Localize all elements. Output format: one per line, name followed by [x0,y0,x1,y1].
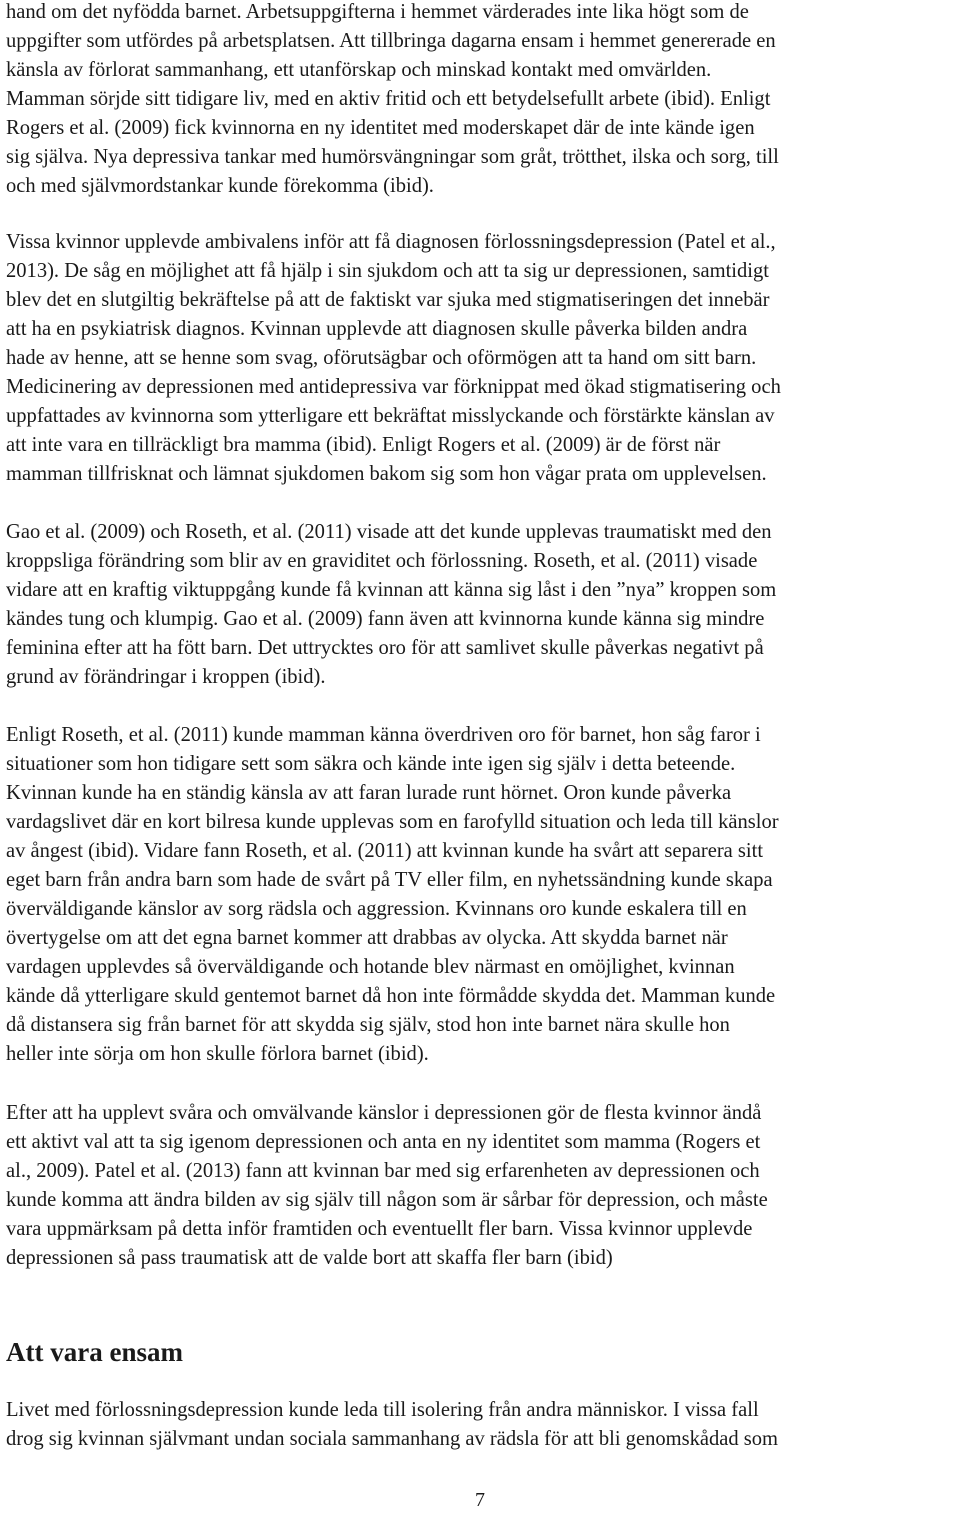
text-line: grund av förändringar i kroppen (ibid). [6,666,326,688]
text-line: depressionen så pass traumatisk att de valde bort att skaffa fler barn (ibid) [6,1247,613,1269]
text-line: heller inte sörja om hon skulle förlora barnet (ibid). [6,1043,429,1065]
text-line: blev det en slutgiltig bekräftelse på att de faktiskt var sjuka med stigmatiseringen det innebär [6,289,770,311]
text-line: vardagslivet där en kort bilresa kunde upplevas som en farofylld situation och leda till känslor [6,811,779,833]
text-line: Kvinnan kunde ha en ständig känsla av att faran lurade runt hörnet. Oron kunde påverka [6,782,732,804]
text-line: Livet med förlossningsdepression kunde leda till isolering från andra människor. I vissa fall [6,1399,759,1421]
text-line: kunde komma att ändra bilden av sig själv till någon som är sårbar för depression, och måste [6,1189,768,1211]
text-line: vara uppmärksam på detta inför framtiden och eventuellt fler barn. Vissa kvinnor upplevde [6,1218,753,1240]
text-line: Enligt Roseth, et al. (2011) kunde mamman känna överdriven oro för barnet, hon såg faror i [6,724,761,746]
text-line: eget barn från andra barn som hade de svårt på TV eller film, en nyhetssändning kunde skapa [6,869,773,891]
text-line: kroppsliga förändring som blir av en graviditet och förlossning. Roseth, et al. (2011) visade [6,550,758,572]
text-line: Efter att ha upplevt svåra och omvälvande känslor i depressionen gör de flesta kvinnor ändå [6,1102,762,1124]
text-line: Gao et al. (2009) och Roseth, et al. (2011) visade att det kunde upplevas traumatiskt med den [6,521,772,543]
paragraph-2 [6,228,956,489]
text-line: Vissa kvinnor upplevde ambivalens inför att få diagnosen förlossningsdepression (Patel et al., [6,231,776,253]
text-line: Medicinering av depressionen med antidepressiva var förknippat med ökad stigmatisering och [6,376,781,398]
paragraph-5 [6,1099,956,1273]
section-heading: Att vara ensam [6,1337,183,1367]
paragraph-4 [6,721,956,1069]
text-line: kändes tung och klumpig. Gao et al. (2009) fann även att kvinnorna kunde känna sig mindre [6,608,765,630]
text-line: hand om det nyfödda barnet. Arbetsuppgifterna i hemmet värderades inte lika högt som de [6,1,749,23]
paragraph-1 [6,0,956,201]
text-line: hade av henne, att se henne som svag, oförutsägbar och oförmögen att ta hand om sitt barn. [6,347,757,369]
text-line: då distansera sig från barnet för att skydda sig själv, stod hon inte barnet nära skulle hon [6,1014,730,1036]
text-line: vardagen upplevdes så överväldigande och hotande blev närmast en omöjlighet, kvinnan [6,956,735,978]
text-line: mamman tillfrisknat och lämnat sjukdomen bakom sig som hon vågar prata om upplevelsen. [6,463,767,485]
text-line: uppfattades av kvinnorna som ytterligare ett bekräftat misslyckande och förstärkte känslan av [6,405,775,427]
text-line: överväldigande känslor av sorg rädsla och aggression. Kvinnans oro kunde eskalera till en [6,898,747,920]
text-line: al., 2009). Patel et al. (2013) fann att kvinnan bar med sig erfarenheten av depressionen och [6,1160,760,1182]
page-number: 7 [475,1489,485,1511]
text-line: uppgifter som utfördes på arbetsplatsen. Att tillbringa dagarna ensam i hemmet genererade en [6,30,776,52]
text-line: känsla av förlorat sammanhang, ett utanförskap och minskad kontakt med omvärlden. [6,59,712,81]
paragraph-6 [6,1396,956,1454]
text-line: att inte vara en tillräckligt bra mamma (ibid). Enligt Rogers et al. (2009) är de först när [6,434,721,456]
text-line: och med självmordstankar kunde förekomma (ibid). [6,175,434,197]
text-line: 2013). De såg en möjlighet att få hjälp i sin sjukdom och att ta sig ur depressionen, samtidigt [6,260,769,282]
text-line: sig själva. Nya depressiva tankar med humörsvängningar som gråt, trötthet, ilska och sorg, till [6,146,779,168]
text-line: kände då ytterligare skuld gentemot barnet då hon inte förmådde skydda det. Mamman kunde [6,985,776,1007]
paragraph-3 [6,518,956,692]
text-line: Mamman sörjde sitt tidigare liv, med en aktiv fritid och ett betydelsefullt arbete (ibid). Enligt [6,88,771,110]
text-line: Rogers et al. (2009) fick kvinnorna en ny identitet med moderskapet där de inte kände igen [6,117,755,139]
text-line: drog sig kvinnan självmant undan sociala sammanhang av rädsla för att bli genomskådad som [6,1428,779,1450]
text-line: feminina efter att ha fött barn. Det uttrycktes oro för att samlivet skulle påverkas negativt på [6,637,764,659]
text-line: att ha en psykiatrisk diagnos. Kvinnan upplevde att diagnosen skulle påverka bilden andra [6,318,748,340]
text-line: av ångest (ibid). Vidare fann Roseth, et al. (2011) att kvinnan kunde ha svårt att separera sitt [6,840,764,862]
text-line: ett aktivt val att ta sig igenom depressionen och anta en ny identitet som mamma (Rogers et [6,1131,761,1153]
text-line: övertygelse om att det egna barnet kommer att drabbas av olycka. Att skydda barnet när [6,927,728,949]
text-line: situationer som hon tidigare sett som säkra och kände inte igen sig själv i detta beteende. [6,753,736,775]
text-line: vidare att en kraftig viktuppgång kunde få kvinnan att känna sig låst i den ”nya” kroppen som [6,579,777,601]
